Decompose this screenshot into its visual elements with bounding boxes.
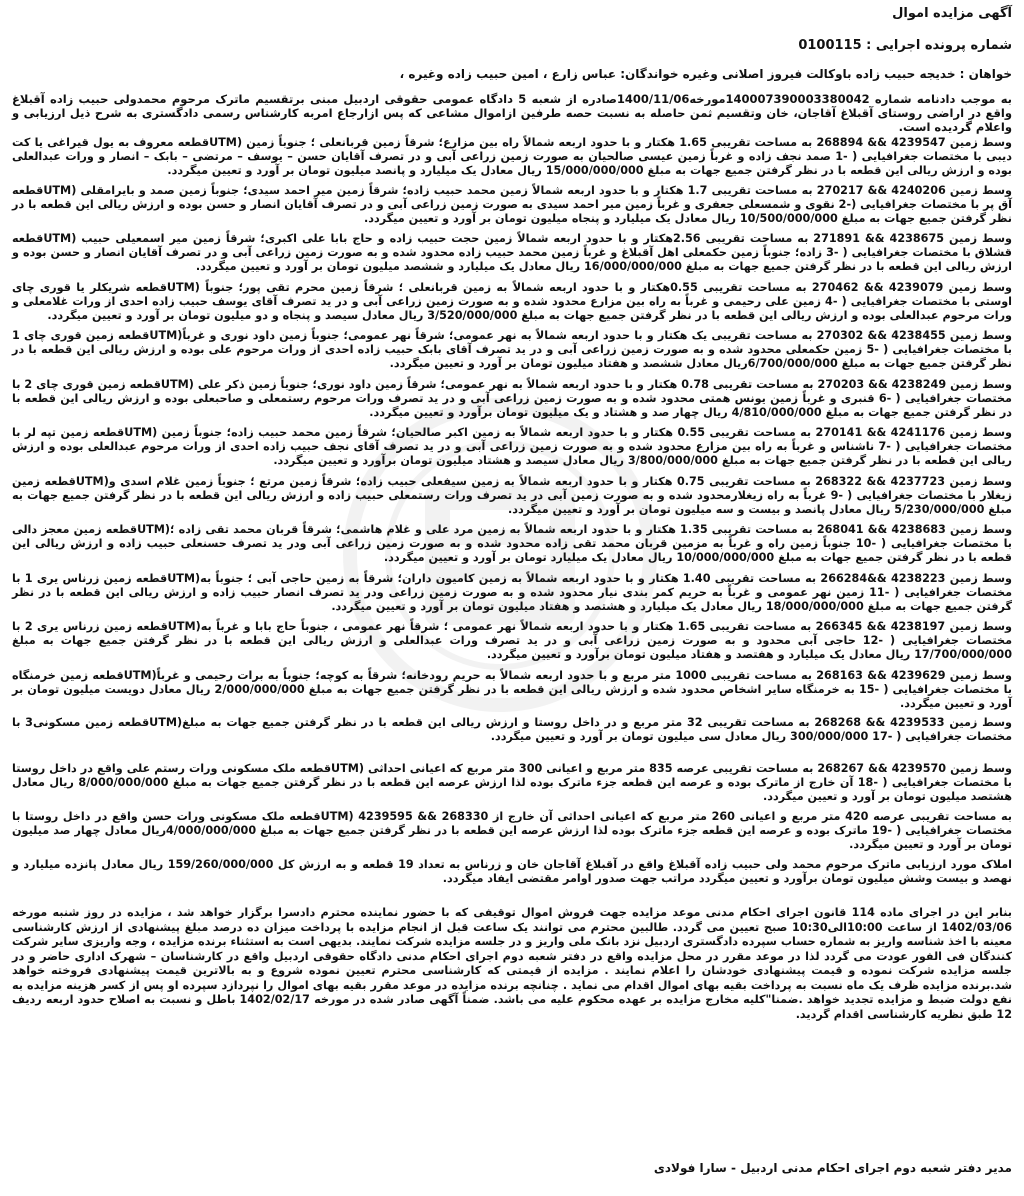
item-5: وسط زمین 4238455 && 270302 به مساحت تقریبی یک هکتار و با حدود اربعه شمالاً به نهر عمومی؛ شرقاً نهر عمومی؛ جنوباً زمین داود نوری و غرباً(UTMقطعه زمین قوری چای 1 با مختصات جغرافیایی ( -5 زمین حکمعلی محدود شده و به صورت زمین زراعی آبی و در ید تصرف آقای بابک حبیب زاده احدی از ورات مرحوم علی بوده و ارزش ریالی این قطعه با در نظر گرفتن جمیع جهات به مبلغ 6/700/000/000ریال معادل ششصد و هفتاد میلیون تومان بر آورد و تعیین میگردد. [12, 329, 1012, 370]
item-2: وسط زمین 4240206 && 270217 به مساحت تقریبی 1.7 هکتار و با حدود اربعه شمالاً زمین محمد حبیب زاده؛ شرقاً زمین میر احمد سیدی؛ جنوباً زمین صمد و بایرامقلی (UTMقطعه آق پر با مختصات جغرافیایی (-2 نقوی و شمسعلی جعفری و غرباً زمین میر احمد سیدی به صورت زمین زراعی آبی و در تصرف آقایان انصار و حسن بوده و ارزش ریالی این قطعه با در نظر گرفتن جمیع جهات به مبلغ 10/500/000/000 ریال معادل یک میلیارد و پنجاه میلیون تومان بر آورد و تعیین میگردد. [12, 184, 1013, 225]
item-17: وسط زمین 4239533 && 268268 به مساحت تقریبی 32 متر مربع و در داخل روستا و ارزش ریالی این قطعه با در نظر گرفتن جمیع جهات به مبلغ(UTMقطعه زمین مسکونی3 با مختصات جغرافیایی ( -17 300/000/000 ریال معادل سی میلیون تومان بر آورد و تعیین میگردد. [12, 716, 1013, 743]
item-10: وسط زمین 4238683 && 268041 به مساحت تقریبی 1.35 هکتار و با حدود اربعه شمالاً به زمین مرد علی و غلام هاشمی؛ شرقاً قربان محمد تقی زاده ؛(UTMقطعه زمین معجز دالی با مختصات جغرافیایی ( -10 جنوباً زمین راه و غرباً به مزمین قربان محمد تقی زاده محدود شده و به صورت زمین زراعی آبی ودر ید تصرف حسنعلی حبیب زاده و ارزش ریالی این قطعه با در نظر گرفتن جمیع جهات به مبلغ 10/000/000/000 ریال معادل یک میلیارد تومان بر آورد و تعیین میگردد. [12, 523, 1013, 564]
item-7: وسط زمین 4241176 && 270141 به مساحت تقریبی 0.55 هکتار و با حدود اربعه شمالاً به زمین اکبر صالحیان؛ شرقاً زمین محمد حبیب زاده؛ جنوباً زمین (UTMقطعه زمین تپه لر با مختصات جغرافیایی ( -7 ناشناس و غرباً به راه بین مزارع محدود شده و به صورت زمین زراعی آبی و در ید تصرف آقای نجف حبیب زاده احدی از ورات مرحوم عبدالعلی بوده و ارزش ریالی این قطعه با در نظر گرفتن جمیع جهات به مبلغ 3/800/000/000 ریال معادل سیصد و هشتاد میلیون تومان برآورد و تعیین میگردد. [12, 426, 1013, 467]
item-1: وسط زمین 4239547 && 268894 به مساحت تقریبی 1.65 هکتار و با حدود اربعه شمالاً راه بین مزارع؛ شرقاً زمین قربانعلی ؛ جنوباً زمین (UTMقطعه معروف به یول قیراغی یا کت دیبی با مختصات جغرافیایی ( -1 صمد نجف زاده و غرباً زمین عیسی صالحیان به صورت زمین زراعی آبی و در تصرف آقایان حسن – یوسف – مرتضی – بابک – انصار و ورات عبدالعلی بوده و ارزش ریالی این قطعه با در نظر گرفتن جمیع جهات به مبلغ 15/000/000/000 ریال معادل یک میلیارد و پانصد میلیون تومان بر آورد و تعیین میگردد. [12, 136, 1012, 177]
item-15: وسط زمین 4239629 && 268163 به مساحت تقریبی 1000 متر مربع و با حدود اربعه شمالاً به حریم رودخانه؛ شرقاً به کوچه؛ جنوباً به برات رحیمی و غرباً(UTMقطعه زمین خرمنگاه با مختصات جغرافیایی ( -15 به خرمنگاه سایر اشخاص محدود شده و ارزش ریالی این قطعه با در نظر گرفتن جمیع جهات به مبلغ 2/000/000/000 ریال معادل دویست میلیون تومان بر آورد و تعیین میگردد. [12, 669, 1013, 710]
closing-paragraph: املاک مورد ارزیابی ماترک مرحوم محمد ولی حبیب زاده آقبلاغ واقع در آقبلاغ آقاجان خان و زرناس به تعداد 19 قطعه و به ارزش کل 159/260/000/000 ریال معادل پانزده میلیارد و نهصد و بیست وشش میلیون تومان برآورد و تعیین میگردد مراتب جهت صدور اوامر مقتضی ایفاد میگردد. [12, 858, 1012, 885]
item-11: وسط زمین 4238223 &&266284 به مساحت تقریبی 1.40 هکتار و با حدود اربعه شمالاً به زمین کامیون داران؛ شرقاً به زمین حاجی آبی ؛ جنوباً به(UTMقطعه زمین زرناس یری 1 با مختصات جغرافیایی ( -11 زمین نهر عمومی و غرباً به حریم کمر بندی نیار محدود شده و به صورت زمین زراعی ودر ید تصرف انصار حبیب زاده و ارزش ریالی این قطعه با در نظر گرفتن جمیع جهات به مبلغ 18/000/000/000 ریال معادل یک میلیارد و هشتصد و هفتاد میلیون تومان بر آورد و تعیین میگردد. [12, 572, 1013, 613]
file-number: شماره پرونده اجرایی : 0100115 [798, 38, 1012, 53]
item-9: وسط زمین 4237723 && 268322 به مساحت تقریبی 0.75 هکتار و با حدود اربعه شمالاً به زمین سیفعلی حبیب زاده؛ شرقاً زمین مرتع ؛ جنوباً زمین غلام اسدی و(UTMقطعه زمین زیغلار با مختصات جغرافیایی ( -9 غرباً به راه زیغلارمحدود شده و به صورت زمین آبی در ید تصرف ورات رستمعلی حبیب زاده و ارزش ریالی این قطعه با در نظر گرفتن جمیع جهات به مبلغ 5/230/000/000 ریال معادل پانصد و بیست و سه میلیون تومان بر آورد و تعیین میگردد. [12, 475, 1012, 516]
notice-title: آگهی مزایده اموال [892, 6, 1012, 21]
item-4: وسط زمین 4239079 && 270462 به مساحت تقریبی 0.55هکتار و با حدود اربعه شمالاً به زمین قربانعلی ؛ شرقاً زمین محرم تقی پور؛ جنوباً (UTMقطعه شریکلر یا قوری چای اوستی با مختصات جغرافیایی ( -4 زمین علی رحیمی و غرباً به راه بین مزارع محدود شده و به صورت زمین زراعی آبی و در ید تصرف آقای یوسف حبیب زاده احدی از ورات غلامعلی و ورات مرحوم عبدالعلی بوده و ارزش ریالی این قطعه با در نظر گرفتن جمیع جهات به مبلغ 3/520/000/000 ریال معادل سیصد و پنجاه و دو میلیون تومان بر آورد و تعیین میگردد. [12, 281, 1012, 322]
item-19: به مساحت تقریبی عرصه 420 متر مربع و اعیانی 260 متر مربع که اعیانی احداثی آن خارج از 268330 && 4239595 (UTMقطعه ملک مسکونی ورات حسن واقع در داخل روستا با مختصات جغرافیایی ( -19 ماترک بوده و عرصه این قطعه جزء ماترک بوده لذا ارزش عرصه این قطعه با در نظر گرفتن جمیع جهات به مبلغ 4/000/000/000ریال معادل چهار صد میلیون تومان بر آورد و تعیین میگردد. [12, 810, 1012, 851]
item-18: وسط زمین 4239570 && 268267 به مساحت تقریبی عرصه 835 متر مربع و اعیانی 300 متر مربع که اعیانی احداثی (UTMقطعه ملک مسکونی ورات رستم علی واقع در داخل روستا با مختصات جغرافیایی ( -18 آن خارج از ماترک بوده و عرصه این قطعه جزء ماترک بوده لذا ارزش عرصه این قطعه با در نظر گرفتن جمیع جهات به مبلغ 8/000/000/000 ریال معادل هشتصد میلیون تومان بر آورد و تعیین میگردد. [12, 762, 1013, 803]
parties-line: خواهان : خدیجه حبیب زاده باوکالت فیروز اصلانی وغیره خواندگان: عباس زارع ، امین حبیب زاده وغیره ، [399, 67, 1012, 81]
item-6: وسط زمین 4238249 && 270203 به مساحت تقریبی 0.78 هکتار و با حدود اربعه شمالاً به نهر عمومی؛ شرقاً زمین داود نوری؛ جنوباً زمین ذکر علی (UTMقطعه زمین قوری چای 2 با مختصات جغرافیایی ( -6 قنبری و غرباً زمین یونس همتی محدود شده و به صورت زمین زراعی آبی و در ید تصرف ورات مرحوم رستمعلی و صاحبعلی بوده و ارزش ریالی این قطعه با در نظر گرفتن جمیع جهات به مبلغ 4/810/000/000 ریال چهار صد و هشتاد و یک میلیون تومان برآورد و تعیین میگردد. [12, 378, 1013, 419]
intro-paragraph: به موجب دادنامه شماره 140007390003380042مورخه1400/11/06صادره از شعبه 5 دادگاه عمومی حقوقی اردبیل مبنی برتقسیم ماترک مرحوم محمدولی حبیب زاده آقبلاغ واقع در اراضی روستای آقبلاغ آقاجان، خان وتقسیم ثمن حاصله به نسبت حصه طرفین ازاموال مشاعی که پس ازارجاع امربه کارشناس رسمی دادگستری به شرح ذیل ارزیابی و واعلام گردیده است. [12, 92, 1012, 134]
item-12: وسط زمین 4238197 && 266345 به مساحت تقریبی 1.65 هکتار و با حدود اربعه شمالاً نهر عمومی ؛ شرقاً نهر عمومی ، جنوباً حاج بابا و غرباً به(UTMقطعه زمین زرناس یری 2 با مختصات جغرافیایی ( -12 حاجی آبی محدود و به صورت زمین زراعی آبی و در ید تصرف ورات عبدالعلی و ارزش ریالی این قطعه با در نظر گرفتن جمیع جهات به مبلغ 17/700/000/000 ریال معادل یک میلیارد و هفتصد و هفتاد میلیون تومان برآورد و تعیین میگردد. [12, 620, 1012, 661]
auction-paragraph: بنابر این در اجرای ماده 114 قانون اجرای احکام مدنی موعد مزایده جهت فروش اموال توقیفی که با حضور نماینده محترم دادسرا برگزار خواهد شد ، مزایده در روز شنبه مورخه 1402/03/06 از ساعت 10:00الی10:30 صبح تعیین می گردد. طالبین محترم می توانند یک ساعت قبل از انجام مزایده با پرداخت میزان ده درصد مبلغ پیشنهادی از ارزش کارشناسی معینه با اخذ شناسه واریز به شماره حساب سپرده دادگستری اردبیل نزد بانک ملی واریز و در جلسه مزایده شرکت نمایند. بدیهی است به استثناء برنده مزایده ، وجه واریزی سایر شرکت کنندگان فی الفور عودت می گردد لذا در موعد مقرر در محل مزایده واقع در دفتر شعبه دوم اجرای احکام مدنی دادگاه حقوقی اردبیل واقع در کارشناسان – شهرک اداری حاضر و در جلسه مزایده شرکت نموده و قیمت پیشنهادی خودشان را اعلام نمایند . مزایده از قیمتی که کارشناسی محترم تعیین نموده شروع و به بالاترین قیمت پیشنهادی فروخته خواهد شد.برنده مزایده ظرف یک ماه نسبت به پرداخت بقیه بهای اموال اقدام می نماید . چنانچه برنده مزایده در موعد مقرر بقیه بهای اموال را نپردازد سپرده او پس از کسر هزینه مزایده به نفع دولت ضبط و مزایده تجدید خواهد .ضمنا"کلیه مخارج مزایده بر عهده محکوم علیه می باشد. ضمناً آگهی صادر شده در مورخه 1402/02/17 باطل و نسبت به اصلاح حدود اربعه ردیف 12 طبق نظریه کارشناسی اقدام گردید. [12, 906, 1012, 1021]
item-3: وسط زمین 4238675 && 271891 به مساحت تقریبی 2.56هکتار و با حدود اربعه شمالاً زمین حجت حبیب زاده و حاج بابا علی اکبری؛ شرقاً زمین میر اسمعیلی حبیب (UTMقطعه قشلاق با مختصات جغرافیایی ( -3 زاده؛ جنوباً زمین حکمعلی اهل آقبلاغ و غرباً زمین محمد حبیب زاده محدود شده و به صورت زمین زراعی آبی و در تصرف آقایان انصار و حسن بوده و ارزش ریالی این قطعه با در نظر گرفتن جمیع جهات به مبلغ 16/000/000/000 ریال معادل یک میلیارد و ششصد میلیون تومان بر آورد و تعیین میگردد. [12, 232, 1012, 273]
signature-line: مدیر دفتر شعبه دوم اجرای احکام مدنی اردبیل - سارا فولادی [653, 1161, 1012, 1175]
